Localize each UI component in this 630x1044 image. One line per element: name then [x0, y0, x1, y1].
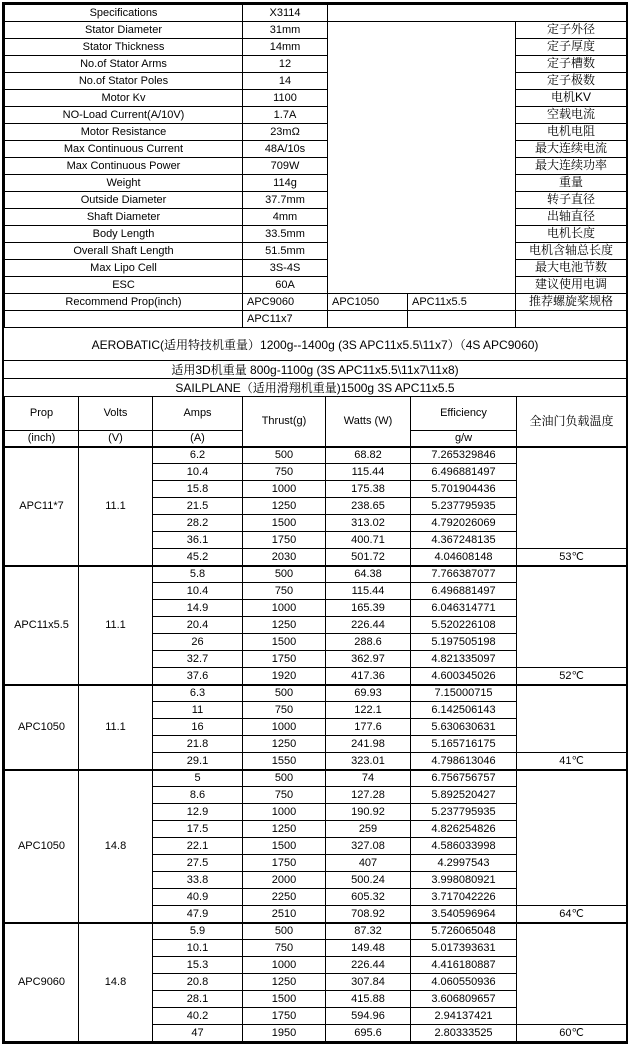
- watts-value: 500.24: [326, 872, 411, 889]
- efficiency-value: 4.792026069: [411, 515, 517, 532]
- temp-empty-cell: [517, 923, 627, 1025]
- amps-value: 36.1: [153, 532, 243, 549]
- amps-value: 20.4: [153, 617, 243, 634]
- watts-value: 415.88: [326, 991, 411, 1008]
- amps-value: 21.8: [153, 736, 243, 753]
- temp-empty-cell: [517, 685, 627, 753]
- amps-value: 26: [153, 634, 243, 651]
- temp-value: 52℃: [517, 668, 627, 685]
- thrust-value: 2250: [243, 889, 326, 906]
- amps-value: 37.6: [153, 668, 243, 685]
- efficiency-value: 4.060550936: [411, 974, 517, 991]
- watts-value: 69.93: [326, 685, 411, 702]
- spec-label: Shaft Diameter: [5, 209, 243, 226]
- col-subheader-efficiency: g/w: [411, 431, 517, 447]
- amps-value: 21.5: [153, 498, 243, 515]
- col-subheader-prop: (inch): [5, 431, 79, 447]
- watts-value: 605.32: [326, 889, 411, 906]
- amps-value: 5: [153, 770, 243, 787]
- thrust-value: 500: [243, 923, 326, 940]
- spec-label-cn: [516, 311, 627, 328]
- efficiency-value: 3.998080921: [411, 872, 517, 889]
- amps-value: 29.1: [153, 753, 243, 770]
- watts-value: 313.02: [326, 515, 411, 532]
- watts-value: 238.65: [326, 498, 411, 515]
- spec-label: Outside Diameter: [5, 192, 243, 209]
- recommend-prop-value: APC1050: [328, 294, 408, 311]
- spec-value: 3S-4S: [243, 260, 328, 277]
- prop-test-block: [5, 770, 627, 923]
- banner-3d: 适用3D机重量 800g-1100g (3S APC11x5.5\11x7\11x8): [4, 361, 626, 379]
- efficiency-value: 4.04608148: [411, 549, 517, 566]
- watts-value: 68.82: [326, 447, 411, 464]
- spec-label: Overall Shaft Length: [5, 243, 243, 260]
- spec-label-cn: 最大连续电流: [516, 141, 627, 158]
- efficiency-value: 5.726065048: [411, 923, 517, 940]
- efficiency-value: 4.826254826: [411, 821, 517, 838]
- efficiency-value: 4.416180887: [411, 957, 517, 974]
- thrust-value: 1750: [243, 532, 326, 549]
- watts-value: 74: [326, 770, 411, 787]
- volts-value: 11.1: [79, 447, 153, 566]
- volts-value: 11.1: [79, 685, 153, 770]
- prop-test-block: [5, 566, 627, 685]
- col-subheader-volts: (V): [79, 431, 153, 447]
- spec-value: 14mm: [243, 39, 328, 56]
- spec-label: NO-Load Current(A/10V): [5, 107, 243, 124]
- volts-value: 14.8: [79, 923, 153, 1042]
- spec-label-cn: 定子极数: [516, 73, 627, 90]
- amps-value: 12.9: [153, 804, 243, 821]
- amps-value: 5.8: [153, 566, 243, 583]
- spec-table: [4, 4, 627, 328]
- spec-value: 23mΩ: [243, 124, 328, 141]
- prop-test-block: [5, 685, 627, 770]
- amps-value: 40.9: [153, 889, 243, 906]
- spec-label-cn: 推荐螺旋桨规格: [516, 294, 627, 311]
- thrust-value: 1750: [243, 651, 326, 668]
- efficiency-value: 4.586033998: [411, 838, 517, 855]
- thrust-value: 1000: [243, 804, 326, 821]
- spec-label-cn: 定子外径: [516, 22, 627, 39]
- efficiency-value: 5.630630631: [411, 719, 517, 736]
- recommend-prop-value: [408, 311, 516, 328]
- thrust-value: 2030: [243, 549, 326, 566]
- recommend-prop-value: [328, 311, 408, 328]
- efficiency-value: 6.142506143: [411, 702, 517, 719]
- efficiency-value: 5.520226108: [411, 617, 517, 634]
- thrust-value: 1250: [243, 498, 326, 515]
- banner-aerobatic: AEROBATIC(适用特技机重量）1200g--1400g (3S APC11x5.5\11x7）（4S APC9060): [4, 328, 626, 361]
- spec-value: 709W: [243, 158, 328, 175]
- amps-value: 10.4: [153, 464, 243, 481]
- amps-value: 47.9: [153, 906, 243, 923]
- thrust-value: 1500: [243, 634, 326, 651]
- col-header-efficiency: Efficiency: [411, 397, 517, 431]
- thrust-value: 1500: [243, 838, 326, 855]
- amps-value: 20.8: [153, 974, 243, 991]
- efficiency-value: 5.237795935: [411, 498, 517, 515]
- amps-value: 6.3: [153, 685, 243, 702]
- watts-value: 241.98: [326, 736, 411, 753]
- amps-value: 28.1: [153, 991, 243, 1008]
- col-header-thrust: Thrust(g): [243, 397, 326, 447]
- spec-value: 51.5mm: [243, 243, 328, 260]
- amps-value: 15.8: [153, 481, 243, 498]
- spec-label: Recommend Prop(inch): [5, 294, 243, 311]
- thrust-value: 500: [243, 770, 326, 787]
- amps-value: 8.6: [153, 787, 243, 804]
- spec-header-empty-cell: [328, 5, 627, 22]
- spec-label-cn: 重量: [516, 175, 627, 192]
- spec-label: Weight: [5, 175, 243, 192]
- recommend-prop-value: APC11x7: [243, 311, 328, 328]
- thrust-value: 500: [243, 566, 326, 583]
- watts-value: 259: [326, 821, 411, 838]
- thrust-value: 500: [243, 685, 326, 702]
- spec-label-cn: 最大电池节数: [516, 260, 627, 277]
- watts-value: 594.96: [326, 1008, 411, 1025]
- spec-value: 31mm: [243, 22, 328, 39]
- watts-value: 288.6: [326, 634, 411, 651]
- spec-label: Motor Resistance: [5, 124, 243, 141]
- amps-value: 32.7: [153, 651, 243, 668]
- efficiency-value: 3.717042226: [411, 889, 517, 906]
- amps-value: 28.2: [153, 515, 243, 532]
- thrust-value: 1250: [243, 821, 326, 838]
- temp-value: 53℃: [517, 549, 627, 566]
- prop-name: APC1050: [5, 770, 79, 923]
- spec-label-cn: 定子槽数: [516, 56, 627, 73]
- spec-value: 33.5mm: [243, 226, 328, 243]
- col-header-volts: Volts: [79, 397, 153, 431]
- amps-value: 47: [153, 1025, 243, 1042]
- amps-value: 15.3: [153, 957, 243, 974]
- thrust-value: 750: [243, 940, 326, 957]
- watts-value: 307.84: [326, 974, 411, 991]
- prop-test-block: [5, 923, 627, 1042]
- col-header-temp: 全油门负载温度: [517, 397, 627, 447]
- spec-value: 60A: [243, 277, 328, 294]
- spec-value: 37.7mm: [243, 192, 328, 209]
- thrust-value: 1750: [243, 855, 326, 872]
- watts-value: 127.28: [326, 787, 411, 804]
- temp-empty-cell: [517, 770, 627, 906]
- efficiency-value: 7.265329846: [411, 447, 517, 464]
- banner-sailplane: SAILPLANE（适用滑翔机重量)1500g 3S APC11x5.5: [175, 381, 455, 395]
- spec-label-cn: 电机含轴总长度: [516, 243, 627, 260]
- prop-name: APC1050: [5, 685, 79, 770]
- spec-table-body: [5, 5, 627, 328]
- watts-value: 87.32: [326, 923, 411, 940]
- thrust-value: 1920: [243, 668, 326, 685]
- efficiency-value: 4.798613046: [411, 753, 517, 770]
- spec-label-cn: 转子直径: [516, 192, 627, 209]
- efficiency-value: 4.600345026: [411, 668, 517, 685]
- spec-label-cn: 最大连续功率: [516, 158, 627, 175]
- efficiency-value: 6.496881497: [411, 464, 517, 481]
- volts-value: 11.1: [79, 566, 153, 685]
- watts-value: 165.39: [326, 600, 411, 617]
- spec-label-cn: 电机KV: [516, 90, 627, 107]
- spec-label: Stator Thickness: [5, 39, 243, 56]
- efficiency-value: 4.367248135: [411, 532, 517, 549]
- amps-value: 11: [153, 702, 243, 719]
- watts-value: 400.71: [326, 532, 411, 549]
- prop-name: APC11*7: [5, 447, 79, 566]
- efficiency-value: 3.606809657: [411, 991, 517, 1008]
- efficiency-value: 5.892520427: [411, 787, 517, 804]
- watts-value: 64.38: [326, 566, 411, 583]
- amps-value: 17.5: [153, 821, 243, 838]
- thrust-value: 1750: [243, 1008, 326, 1025]
- watts-value: 362.97: [326, 651, 411, 668]
- col-header-prop: Prop: [5, 397, 79, 431]
- spec-label-cn: 出轴直径: [516, 209, 627, 226]
- spec-value: 1100: [243, 90, 328, 107]
- spec-label: Motor Kv: [5, 90, 243, 107]
- amps-value: 22.1: [153, 838, 243, 855]
- watts-value: 122.1: [326, 702, 411, 719]
- amps-value: 27.5: [153, 855, 243, 872]
- thrust-value: 2510: [243, 906, 326, 923]
- thrust-value: 1250: [243, 617, 326, 634]
- col-subheader-amps: (A): [153, 431, 243, 447]
- amps-value: 40.2: [153, 1008, 243, 1025]
- volts-value: 14.8: [79, 770, 153, 923]
- efficiency-value: 6.046314771: [411, 600, 517, 617]
- thrust-value: 1000: [243, 957, 326, 974]
- efficiency-value: 5.017393631: [411, 940, 517, 957]
- thrust-value: 1950: [243, 1025, 326, 1042]
- thrust-value: 750: [243, 464, 326, 481]
- prop-name: APC9060: [5, 923, 79, 1042]
- col-header-watts: Watts (W): [326, 397, 411, 447]
- spec-value: 12: [243, 56, 328, 73]
- amps-value: 6.2: [153, 447, 243, 464]
- spec-value: 1.7A: [243, 107, 328, 124]
- watts-value: 226.44: [326, 617, 411, 634]
- spec-value: 114g: [243, 175, 328, 192]
- recommend-prop-value: APC9060: [243, 294, 328, 311]
- temp-value: 41℃: [517, 753, 627, 770]
- amps-value: 45.2: [153, 549, 243, 566]
- thrust-value: 1250: [243, 974, 326, 991]
- watts-value: 115.44: [326, 464, 411, 481]
- spec-label-cn: 空载电流: [516, 107, 627, 124]
- thrust-value: 750: [243, 702, 326, 719]
- spec-label: Max Lipo Cell: [5, 260, 243, 277]
- efficiency-value: 5.197505198: [411, 634, 517, 651]
- recommend-prop-value: APC11x5.5: [408, 294, 516, 311]
- watts-value: 175.38: [326, 481, 411, 498]
- watts-value: 226.44: [326, 957, 411, 974]
- temp-empty-cell: [517, 447, 627, 549]
- efficiency-value: 6.756756757: [411, 770, 517, 787]
- efficiency-value: 5.165716175: [411, 736, 517, 753]
- efficiency-value: 2.80333525: [411, 1025, 517, 1042]
- spec-value: 14: [243, 73, 328, 90]
- efficiency-value: 3.540596964: [411, 906, 517, 923]
- watts-value: 190.92: [326, 804, 411, 821]
- spec-label-cn: 定子厚度: [516, 39, 627, 56]
- efficiency-value: 7.766387077: [411, 566, 517, 583]
- col-header-amps: Amps: [153, 397, 243, 431]
- thrust-value: 1500: [243, 991, 326, 1008]
- amps-value: 10.4: [153, 583, 243, 600]
- amps-value: 33.8: [153, 872, 243, 889]
- efficiency-value: 4.2997543: [411, 855, 517, 872]
- spec-label: Max Continuous Power: [5, 158, 243, 175]
- efficiency-value: 7.15000715: [411, 685, 517, 702]
- performance-table-header: [5, 397, 627, 447]
- spec-label: Max Continuous Current: [5, 141, 243, 158]
- efficiency-value: 6.496881497: [411, 583, 517, 600]
- spec-label: [5, 311, 243, 328]
- efficiency-value: 4.821335097: [411, 651, 517, 668]
- spec-empty-merged-cell: [328, 22, 516, 294]
- thrust-value: 500: [243, 447, 326, 464]
- thrust-value: 1000: [243, 600, 326, 617]
- amps-value: 5.9: [153, 923, 243, 940]
- efficiency-value: 5.237795935: [411, 804, 517, 821]
- spec-header-label: Specifications: [5, 5, 243, 22]
- amps-value: 14.9: [153, 600, 243, 617]
- watts-value: 695.6: [326, 1025, 411, 1042]
- watts-value: 417.36: [326, 668, 411, 685]
- watts-value: 115.44: [326, 583, 411, 600]
- spec-value: 48A/10s: [243, 141, 328, 158]
- temp-value: 60℃: [517, 1025, 627, 1042]
- amps-value: 10.1: [153, 940, 243, 957]
- thrust-value: 1500: [243, 515, 326, 532]
- thrust-value: 750: [243, 583, 326, 600]
- watts-value: 501.72: [326, 549, 411, 566]
- watts-value: 177.6: [326, 719, 411, 736]
- efficiency-value: 5.701904436: [411, 481, 517, 498]
- spec-label-cn: 建议使用电调: [516, 277, 627, 294]
- watts-value: 149.48: [326, 940, 411, 957]
- thrust-value: 1550: [243, 753, 326, 770]
- spec-label: No.of Stator Poles: [5, 73, 243, 90]
- spec-value: 4mm: [243, 209, 328, 226]
- amps-value: 16: [153, 719, 243, 736]
- prop-name: APC11x5.5: [5, 566, 79, 685]
- spec-label-cn: 电机电阻: [516, 124, 627, 141]
- prop-test-block: [5, 447, 627, 566]
- efficiency-value: 2.94137421: [411, 1008, 517, 1025]
- spec-label-cn: 电机长度: [516, 226, 627, 243]
- spec-label: Stator Diameter: [5, 22, 243, 39]
- spec-label: No.of Stator Arms: [5, 56, 243, 73]
- spec-header-value: X3114: [243, 5, 328, 22]
- watts-value: 323.01: [326, 753, 411, 770]
- thrust-value: 750: [243, 787, 326, 804]
- temp-value: 64℃: [517, 906, 627, 923]
- spec-label: Body Length: [5, 226, 243, 243]
- temp-empty-cell: [517, 566, 627, 668]
- watts-value: 407: [326, 855, 411, 872]
- thrust-value: 2000: [243, 872, 326, 889]
- spec-sheet: [2, 2, 628, 1044]
- thrust-value: 1000: [243, 481, 326, 498]
- watts-value: 708.92: [326, 906, 411, 923]
- thrust-value: 1250: [243, 736, 326, 753]
- spec-label: ESC: [5, 277, 243, 294]
- watts-value: 327.08: [326, 838, 411, 855]
- performance-table: [4, 396, 627, 1042]
- thrust-value: 1000: [243, 719, 326, 736]
